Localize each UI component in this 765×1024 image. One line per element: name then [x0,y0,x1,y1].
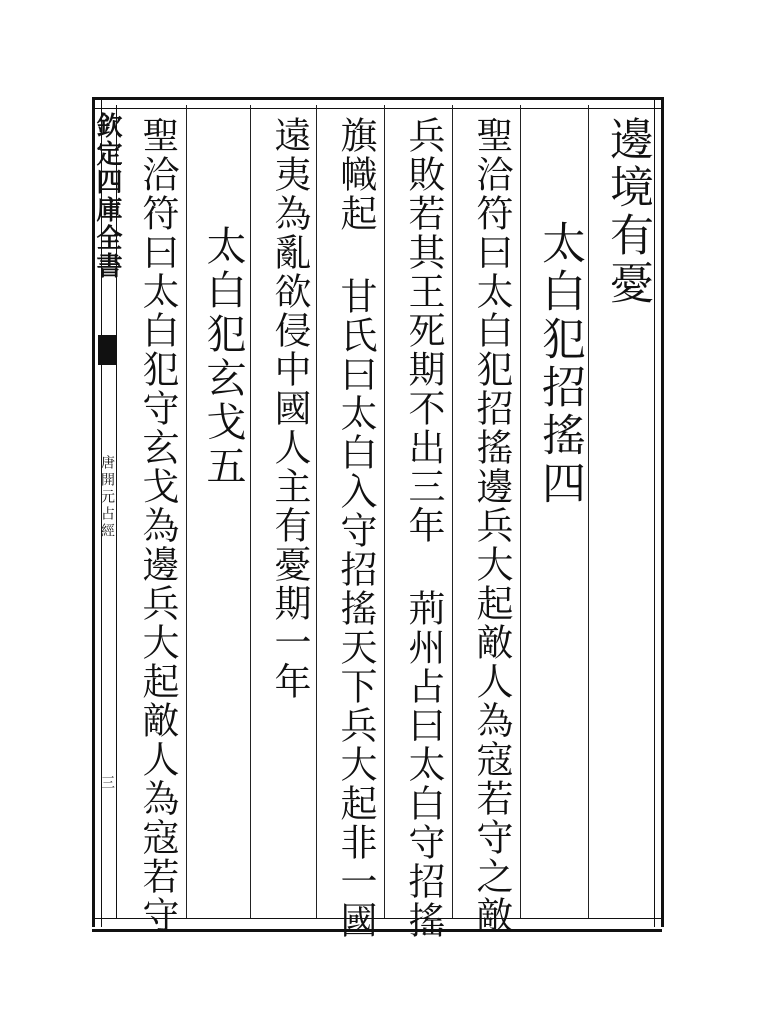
text-column [530,220,588,508]
column-rule [452,105,453,918]
text-column [194,225,252,489]
series-title: 欽定四庫全書 [92,112,122,280]
column-rule [588,105,589,918]
column-text: 甘氏曰太白入守招搖天下兵大起非一國 [334,277,377,940]
book-title: 唐開元占經 [99,455,115,540]
column-text: 聖洽符曰太白犯招搖邊兵大起敵人為寇若守之敵 [470,116,513,935]
column-text: 邊境有憂 [602,116,653,308]
column-text: 太白犯招搖四 [534,220,585,508]
fishtail-mark [98,335,116,365]
frame-top-border [92,97,662,109]
text-column [326,116,384,940]
column-text: 太白犯玄戈五 [200,225,246,489]
text-column [598,116,656,308]
column-text: 旗幟起 [334,116,377,233]
column-text: 兵敗若其王死期不出三年 [402,116,445,545]
text-column [462,116,520,935]
text-column [128,116,186,935]
column-rule [520,105,521,918]
column-text: 遠夷為亂欲侵中國人主有憂期一年 [268,116,311,701]
column-rule [384,105,385,918]
text-column [260,116,318,701]
column-text: 聖洽符曰太白犯守玄戈為邊兵大起敵人為寇若守 [136,116,179,935]
page-number: 三 [99,775,115,789]
text-column [394,116,452,940]
column-rule [186,105,187,918]
column-text: 荊州占曰太白守招搖 [402,589,445,940]
